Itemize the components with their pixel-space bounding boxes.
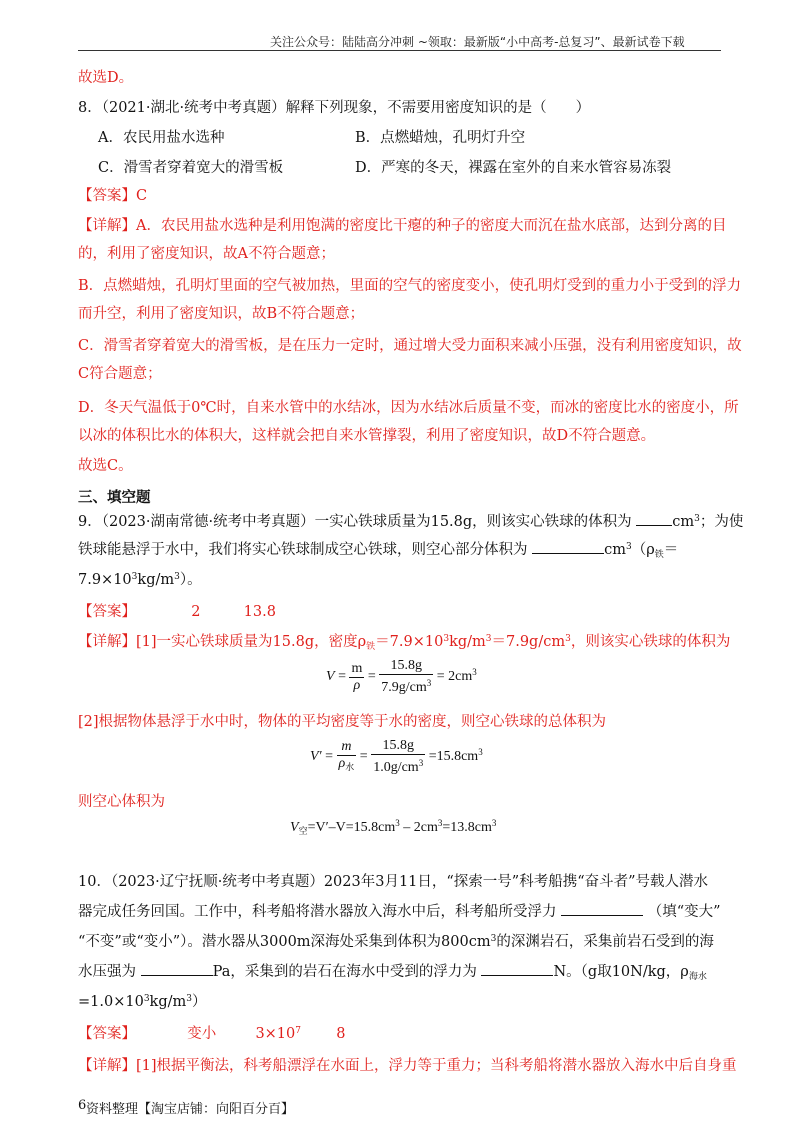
answer-value-3: 8 [336,1026,346,1042]
q10-text: kg/m [149,994,187,1010]
q9-text: 7.9×10 [78,572,132,588]
q9-blank-1[interactable] [636,511,672,526]
exponent: 3 [426,678,432,688]
q10-text: N。（g取10N/kg，ρ [553,964,689,980]
exponent: 3 [565,634,571,644]
numerator: 15.8g [371,738,425,755]
formula-fraction [371,738,425,776]
exponent: 3 [694,514,700,524]
q8-stem: 8．（2021·湖北·统考中考真题）解释下列现象，不需要用密度知识的是（ ） [78,100,591,116]
q9-line3 [78,568,202,589]
denominator [371,755,425,776]
exponent: 3 [395,818,400,828]
subscript: 铁 [366,642,376,652]
q9-answer [78,600,276,621]
subscript: 水 [345,762,355,772]
denominator [337,756,357,775]
q9-text: （ρ [631,542,655,558]
formula-fraction [349,661,364,694]
q9-text: 铁球能悬浮于水中，我们将实心铁球制成空心铁球，则空心部分体积为 [78,542,528,558]
exponent: 3 [437,818,443,828]
q9-text: ；为使 [699,514,744,530]
unit: cm [672,514,695,530]
page-header: 关注公众号：陆陆高分冲刺 ~领取：最新版“小中高考-总复习”、最新试卷下载 [270,35,685,49]
exponent: 3 [443,634,450,644]
detail-text: A．农民用盐水选种是利用饱满的密度比干瘪的种子的密度大而沉在盐水底部，达到分离的目 [136,218,727,234]
formula-op: = [338,669,346,685]
q9-line1 [78,510,743,531]
q8-option-a: A．农民用盐水选种 [98,130,225,146]
formula-volume [326,658,477,696]
q10-text: 器完成任务回国。工作中，科考船将潜水器放入海水中后，科考船所受浮力 [78,904,557,920]
q10-blank-2[interactable] [141,961,213,976]
exponent: 3 [472,667,477,678]
formula-result: = 2cm [436,669,473,685]
exponent: 3 [490,934,497,944]
formula-text: =13.8cm [442,820,492,835]
q10-text: ） [191,994,207,1010]
q10-detail-1 [78,1054,737,1075]
q10-answer [78,1022,345,1043]
q9-text: ＝ [663,542,679,558]
q10-text: “不变”或“变小”）。潜水器从3000m深海处采集到体积为800cm [78,934,491,950]
q8-option-c: C．滑雪者穿着宽大的滑雪板 [98,160,284,176]
q10-line3 [78,930,714,951]
detail-text: kg/m [449,634,486,650]
q8-conclusion: 故选C。 [78,458,133,474]
q8-detail-a2: 的，利用了密度知识，故A不符合题意； [78,246,335,262]
q10-text: =1.0×10 [78,994,144,1010]
unit: cm [604,542,626,558]
q8-answer [78,184,147,205]
formula-op: = [367,669,376,685]
exponent: 3 [131,572,138,582]
answer-value-2: 13.8 [243,604,276,620]
formula-result: =15.8cm [428,749,479,765]
exponent: 3 [625,542,632,552]
formula-fraction [337,739,357,775]
header-divider [78,50,721,51]
q10-text: （填“变大” [647,904,721,920]
detail-text: [1]一实心铁球质量为15.8g，密度ρ [136,634,367,650]
detail-label: 【详解】 [78,1058,136,1074]
q10-line1: 10．（2023·辽宁抚顺·统考中考真题）2023年3月11日，“探索一号”科考船携“奋斗者”号载人潜水 [78,874,709,890]
q9-detail-2: [2]根据物体悬浮于水中时，物体的平均密度等于水的密度，则空心铁球的总体积为 [78,714,607,730]
numerator: m [337,739,357,756]
q9-text: kg/m [137,572,175,588]
prev-conclusion: 故选D。 [78,70,134,86]
q8-detail-a1 [78,214,726,235]
denominator [379,675,433,696]
q10-blank-3[interactable] [481,961,553,976]
q10-line4 [78,960,707,982]
formula-var: V [326,669,335,685]
exponent: 3 [491,818,497,828]
q9-detail-3: 则空心体积为 [78,794,165,810]
q10-text: 水压强为 [78,964,136,980]
q9-detail-1 [78,630,730,652]
answer-value-1: 2 [191,604,201,620]
q8-detail-d2: 以冰的体积比水的体积大，这样就会把自来水管撑裂，利用了密度知识，故D不符合题意。 [78,428,656,444]
footer-text: 资料整理【淘宝店铺：向阳百分百】 [86,1102,295,1117]
q8-detail-c1: C．滑雪者穿着宽大的滑雪板，是在压力一定时，通过增大受力面积来减小压强，没有利用密度知识，故 [78,338,742,354]
q9-line2 [78,538,678,560]
q8-option-d: D．严寒的冬天，裸露在室外的自来水管容易冻裂 [355,160,672,176]
answer-value-2: 3×10 [255,1026,296,1042]
formula-fraction [379,658,433,696]
exponent: 3 [478,747,483,758]
answer-value-1: 变小 [187,1026,217,1042]
numerator: 15.8g [379,658,433,675]
formula-text: – 2cm [399,820,438,835]
denominator-text: 7.9g/cm [381,680,427,695]
answer-label: 【答案】 [78,188,136,204]
answer-label: 【答案】 [78,604,136,620]
detail-text: [1]根据平衡法，科考船漂浮在水面上，浮力等于重力；当科考船将潜水器放入海水中后自身重 [136,1058,737,1074]
denominator-text: ρ [338,756,346,771]
page-number: 6 [78,1098,87,1113]
exponent: 3 [485,634,492,644]
subscript: 海水 [688,972,707,982]
subscript: 铁 [654,550,664,560]
formula-total-volume [310,738,483,776]
section-title: 三、填空题 [78,490,151,506]
formula-var: V [290,820,299,835]
q10-line2 [78,900,721,921]
q9-text: ）。 [179,572,202,588]
q9-text: 9．（2023·湖南常德·统考中考真题）一实心铁球质量为15.8g，则该实心铁球的体积为 [78,514,632,530]
q8-detail-d1: D．冬天气温低于0℃时，自来水管中的水结冰，因为水结冰后质量不变，而冰的密度比水的密度小，所 [78,400,739,416]
answer-label: 【答案】 [78,1026,136,1042]
denominator: ρ [353,677,361,693]
answer-value: C [136,188,148,204]
formula-text: =V′–V=15.8cm [307,820,396,835]
q9-blank-2[interactable] [532,539,604,554]
numerator: m [351,660,363,676]
exponent: 3 [418,758,424,768]
formula-op: = [359,749,368,765]
formula-hollow-volume [290,818,496,837]
q8-option-b: B．点燃蜡烛，孔明灯升空 [355,130,526,146]
q8-detail-b1: B．点燃蜡烛，孔明灯里面的空气被加热，里面的空气的密度变小，使孔明灯受到的重力小于受到的浮力 [78,278,742,294]
detail-label: 【详解】 [78,218,136,234]
exponent: 3 [174,572,180,582]
formula-op: = [325,749,334,765]
q10-text: 的深渊岩石，采集前岩石受到的海 [496,934,714,950]
exponent: 3 [143,994,150,1004]
subscript: 空 [298,826,308,836]
q8-detail-c2: C符合题意； [78,366,162,382]
formula-var: V′ [310,749,322,765]
detail-label: 【详解】 [78,634,136,650]
exponent: 7 [295,1026,301,1036]
q10-line5 [78,990,206,1011]
detail-text: ＝7.9g/cm [491,634,566,650]
q8-detail-b2: 而升空，利用了密度知识，故B不符合题意； [78,306,365,322]
denominator-text: 1.0g/cm [373,760,419,775]
exponent: 3 [186,994,192,1004]
q10-blank-1[interactable] [561,901,643,916]
detail-text: ＝7.9×10 [375,634,444,650]
detail-text: ，则该实心铁球的体积为 [570,634,731,650]
q10-text: Pa，采集到的岩石在海水中受到的浮力为 [212,964,477,980]
